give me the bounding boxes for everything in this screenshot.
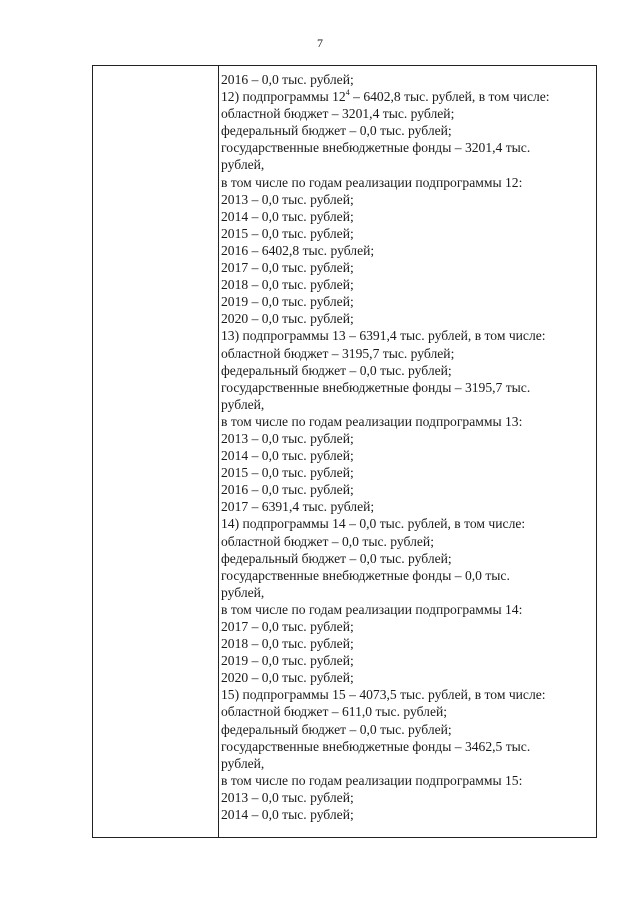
line-text: 2014 – 0,0 тыс. рублей;	[221, 448, 354, 464]
table-text-line	[221, 738, 593, 755]
table-text-line	[221, 686, 593, 703]
table-text-line	[221, 447, 593, 464]
line-text: государственные внебюджетные фонды – 3201,4 тыс.	[221, 140, 531, 156]
table-right-column	[221, 71, 593, 823]
table-text-line	[221, 635, 593, 652]
table-text-line	[221, 310, 593, 327]
line-text: государственные внебюджетные фонды – 3195,7 тыс.	[221, 379, 531, 395]
table-text-line	[221, 755, 593, 772]
line-text: 2020 – 0,0 тыс. рублей;	[221, 311, 354, 327]
line-text: 2019 – 0,0 тыс. рублей;	[221, 294, 354, 310]
table-text-line	[221, 259, 593, 276]
line-text: 14) подпрограммы 14 – 0,0 тыс. рублей, в том числе:	[221, 516, 526, 532]
line-text: 2017 – 6391,4 тыс. рублей;	[221, 499, 375, 515]
table-text-line	[221, 533, 593, 550]
line-text: областной бюджет – 3201,4 тыс. рублей;	[221, 106, 455, 122]
table-text-line	[221, 208, 593, 225]
table-text-line	[221, 139, 593, 156]
table-text-line	[221, 225, 593, 242]
line-text: 2017 – 0,0 тыс. рублей;	[221, 619, 354, 634]
table-text-line	[221, 396, 593, 413]
line-text: областной бюджет – 611,0 тыс. рублей;	[221, 704, 448, 720]
line-text: федеральный бюджет – 0,0 тыс. рублей;	[221, 721, 452, 737]
table-text-line	[221, 191, 593, 208]
table-text-line	[221, 362, 593, 379]
line-text: 2016 – 0,0 тыс. рублей;	[221, 72, 354, 87]
table-text-line	[221, 806, 593, 823]
page-number: 7	[317, 36, 323, 50]
table-text-line	[221, 618, 593, 635]
table-text-line	[221, 327, 593, 344]
table-text-line	[221, 413, 593, 430]
line-text: 2016 – 6402,8 тыс. рублей;	[221, 242, 375, 258]
line-text: в том числе по годам реализации подпрограммы 13:	[221, 413, 523, 429]
line-text: в том числе по годам реализации подпрограммы 14:	[221, 601, 523, 617]
line-text: 2016 – 0,0 тыс. рублей;	[221, 482, 354, 498]
table-left-column	[93, 66, 219, 837]
table-text-line	[221, 498, 593, 515]
table-text-line	[221, 789, 593, 806]
table-text-line	[221, 652, 593, 669]
line-text: федеральный бюджет – 0,0 тыс. рублей;	[221, 550, 452, 566]
table-text-line	[221, 345, 593, 362]
line-text: в том числе по годам реализации подпрограммы 12:	[221, 174, 523, 190]
line-text: федеральный бюджет – 0,0 тыс. рублей;	[221, 123, 452, 139]
table-text-line	[221, 721, 593, 738]
line-text: рублей,	[221, 396, 265, 412]
line-text: 2019 – 0,0 тыс. рублей;	[221, 653, 354, 669]
line-text: государственные внебюджетные фонды – 0,0 тыс.	[221, 567, 510, 583]
line-text: рублей,	[221, 584, 265, 600]
line-text: 12) подпрограммы 12	[221, 89, 346, 105]
line-text: 2013 – 0,0 тыс. рублей;	[221, 191, 354, 207]
line-text: 2013 – 0,0 тыс. рублей;	[221, 430, 354, 446]
table-text-line	[221, 567, 593, 584]
line-text: 2018 – 0,0 тыс. рублей;	[221, 277, 354, 293]
table-text-line	[221, 601, 593, 618]
table-text-line	[221, 550, 593, 567]
line-text: федеральный бюджет – 0,0 тыс. рублей;	[221, 362, 452, 378]
line-text: в том числе по годам реализации подпрограммы 15:	[221, 772, 523, 788]
line-text: 2018 – 0,0 тыс. рублей;	[221, 636, 354, 652]
table-text-line	[221, 71, 593, 88]
line-text: 2013 – 0,0 тыс. рублей;	[221, 789, 354, 805]
line-text: 2015 – 0,0 тыс. рублей;	[221, 225, 354, 241]
line-text: 2020 – 0,0 тыс. рублей;	[221, 670, 354, 686]
line-text: областной бюджет – 3195,7 тыс. рублей;	[221, 345, 455, 361]
table-text-line	[221, 772, 593, 789]
line-text: областной бюджет – 0,0 тыс. рублей;	[221, 533, 434, 549]
line-text: 13) подпрограммы 13 – 6391,4 тыс. рублей, в том числе:	[221, 328, 546, 344]
line-text-continuation: – 6402,8 тыс. рублей, в том числе:	[349, 89, 550, 105]
line-text: 15) подпрограммы 15 – 4073,5 тыс. рублей, в том числе:	[221, 687, 546, 703]
table-text-line	[221, 276, 593, 293]
line-text: рублей,	[221, 157, 265, 173]
line-text: рублей,	[221, 755, 265, 771]
table-text-line	[221, 293, 593, 310]
table-text-line	[221, 584, 593, 601]
table-text-line	[221, 481, 593, 498]
table-text-line	[221, 379, 593, 396]
table-text-line	[221, 174, 593, 191]
line-text: 2017 – 0,0 тыс. рублей;	[221, 260, 354, 276]
table-text-line	[221, 703, 593, 720]
line-text: государственные внебюджетные фонды – 3462,5 тыс.	[221, 738, 531, 754]
table-text-line	[221, 122, 593, 139]
line-text: 2015 – 0,0 тыс. рублей;	[221, 465, 354, 481]
table-text-line	[221, 156, 593, 173]
table-text-line	[221, 515, 593, 532]
table-text-line	[221, 669, 593, 686]
funding-table	[92, 65, 597, 838]
table-text-line	[221, 430, 593, 447]
line-text: 2014 – 0,0 тыс. рублей;	[221, 208, 354, 224]
table-text-line	[221, 88, 593, 105]
line-text: 2014 – 0,0 тыс. рублей;	[221, 807, 354, 823]
table-text-line	[221, 464, 593, 481]
table-text-line	[221, 105, 593, 122]
footnote-superscript: 4	[345, 88, 350, 98]
table-text-line	[221, 242, 593, 259]
